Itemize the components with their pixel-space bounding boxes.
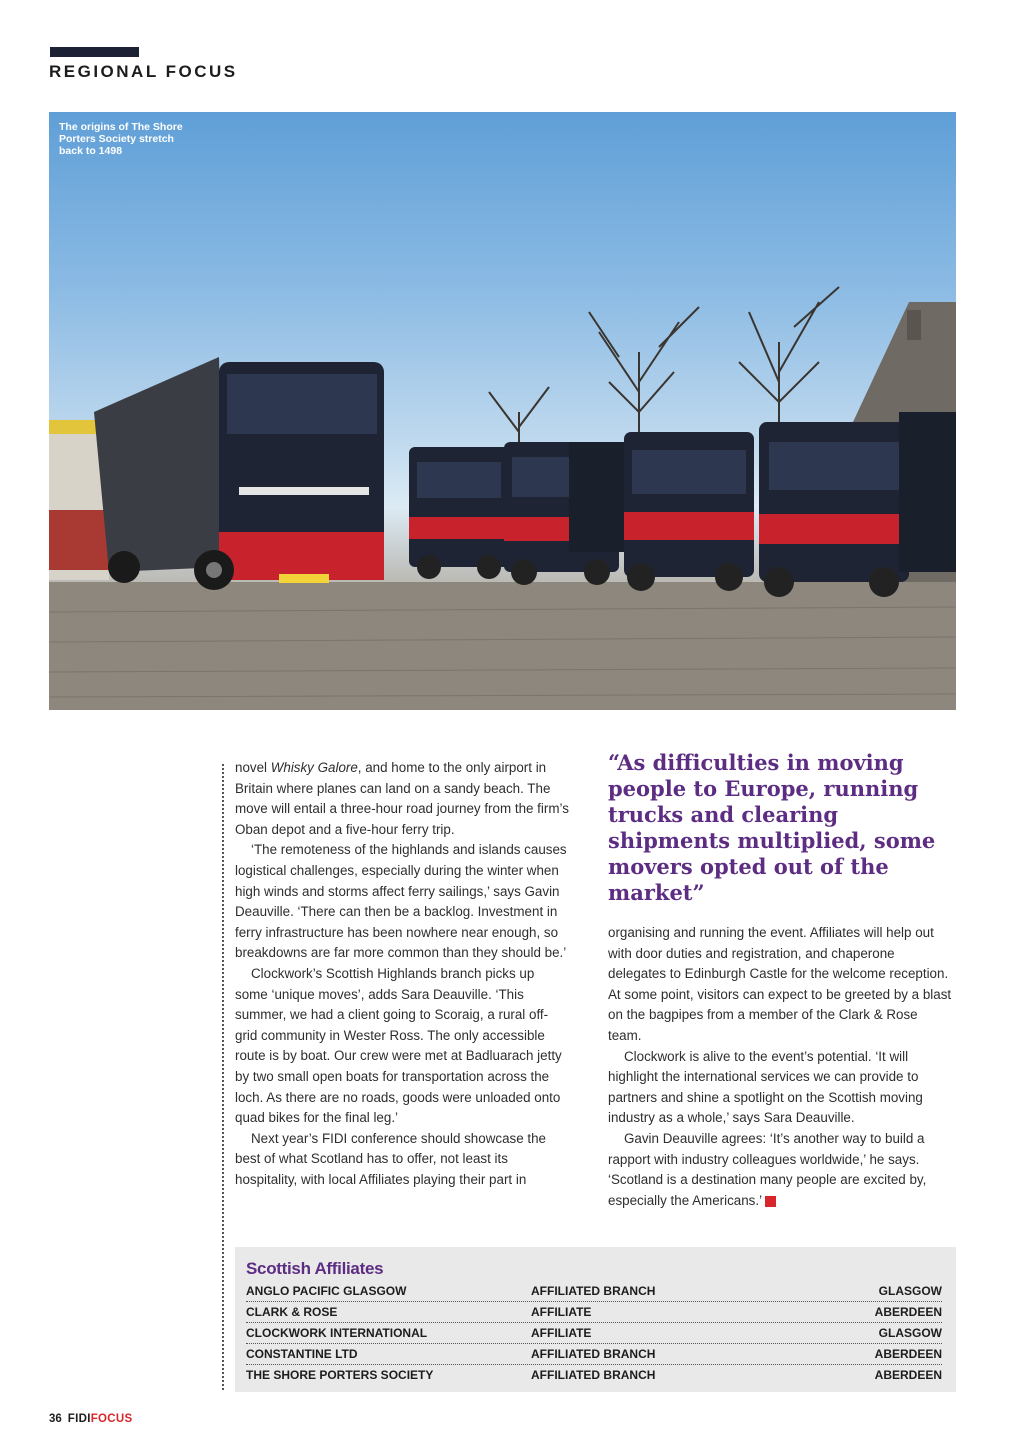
section-label: REGIONAL FOCUS <box>49 62 238 81</box>
article-paragraph: ‘The remoteness of the highlands and islands causes logistical challenges, especially during the winter when high winds and storms affect ferry sailings,’ says Gavin Deauville. ‘There can then be a backlog. Investment in ferry infrastructure has been nowhere near enough, so breakdowns are far more common than they should be.’ <box>235 842 567 961</box>
page-footer <box>49 1413 132 1425</box>
column-rule <box>222 764 224 1390</box>
affiliate-type: AFFILIATE <box>531 1326 592 1340</box>
affiliate-city: GLASGOW <box>878 1284 942 1298</box>
end-mark-icon: FF <box>765 1196 776 1207</box>
article-paragraph: Clockwork’s Scottish Highlands branch picks up some ‘unique moves’, adds Sara Deauville. ‘This summer, we had a client going to Scoraig, a rural off-grid community in Wester Ross. The only accessible route is by boat. Our crew were met at Badluarach jetty by two small open boats for transportation across the loch. As there are no roads, goods were unloaded onto quad bikes for the final leg.’ <box>235 965 562 1126</box>
affiliate-city: GLASGOW <box>878 1326 942 1340</box>
article-paragraph: Next year’s FIDI conference should showcase the best of what Scotland has to offer, not least its hospitality, with local Affiliates playing their part in <box>235 1130 546 1187</box>
affiliate-name: THE SHORE PORTERS SOCIETY <box>246 1368 434 1382</box>
affiliate-city: ABERDEEN <box>874 1305 942 1319</box>
trucks-illustration <box>49 112 956 710</box>
table-row <box>246 1282 942 1302</box>
pull-quote: “As difficulties in moving people to Europe, running trucks and clearing shipments multiplied, some movers opted out of the market” <box>608 750 936 905</box>
table-row <box>246 1303 942 1323</box>
affiliate-name: CLOCKWORK INTERNATIONAL <box>246 1326 428 1340</box>
trucks-photo <box>49 112 956 710</box>
affiliate-type: AFFILIATED BRANCH <box>531 1347 656 1361</box>
table-row <box>246 1345 942 1365</box>
article-paragraph: Gavin Deauville agrees: ‘It’s another way to build a rapport with industry colleagues worldwide,’ he says. ‘Scotland is a destination many people are excited by, especially the Americans.’ FF <box>608 1130 927 1208</box>
affiliate-type: AFFILIATE <box>531 1305 592 1319</box>
affiliate-city: ABERDEEN <box>874 1368 942 1382</box>
page-number: 36 <box>49 1413 62 1425</box>
brand-name-part1: FIDI <box>67 1413 91 1425</box>
article-paragraph: Clockwork is alive to the event’s potential. ‘It will highlight the international services we can provide to partners and shine a spotlight on the Scottish moving industry as a whole,’ says Sara Deauville. <box>608 1048 923 1126</box>
affiliates-title: Scottish Affiliates <box>246 1259 384 1278</box>
affiliates-table <box>246 1282 942 1386</box>
affiliate-type: AFFILIATED BRANCH <box>531 1284 656 1298</box>
table-row <box>246 1324 942 1344</box>
brand-name-part2: FOCUS <box>90 1413 133 1425</box>
article-paragraph: organising and running the event. Affiliates will help out with door duties and registration, and chaperone delegates to Edinburgh Castle for the welcome reception. At some point, visitors can expect to be greeted by a blast on the bagpipes from a member of the Clark & Rose team. <box>608 925 952 1043</box>
affiliate-name: CLARK & ROSE <box>246 1305 338 1319</box>
affiliates-box <box>235 1247 956 1392</box>
affiliate-type: AFFILIATED BRANCH <box>531 1368 656 1382</box>
article-column-right <box>608 923 953 1211</box>
table-row <box>246 1366 942 1385</box>
affiliate-name: ANGLO PACIFIC GLASGOW <box>246 1284 407 1298</box>
article-paragraph: novel Whisky Galore, and home to the only airport in Britain where planes can land on a sandy beach. The move will entail a three-hour road journey from the firm’s Oban depot and a five-hour ferry trip. <box>235 760 569 837</box>
article-column-left <box>235 758 570 1190</box>
affiliate-name: CONSTANTINE LTD <box>246 1347 358 1361</box>
affiliate-city: ABERDEEN <box>874 1347 942 1361</box>
section-bar <box>50 47 139 57</box>
photo-caption: The origins of The Shore Porters Society stretch back to 1498 <box>59 121 183 157</box>
